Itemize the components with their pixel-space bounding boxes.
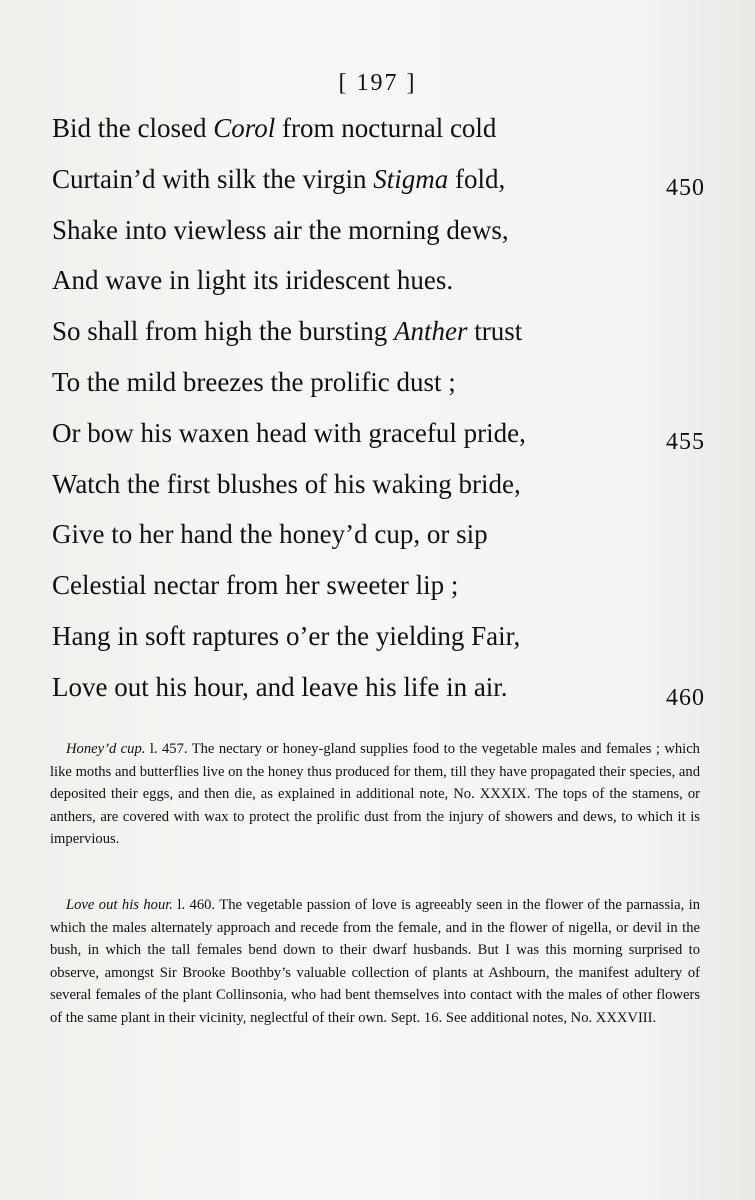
verse-line: So shall from high the bursting Anther trust bbox=[52, 316, 523, 346]
verse-line: Give to her hand the honey’d cup, or sip bbox=[52, 519, 488, 549]
verse-line: Or bow his waxen head with graceful pride, bbox=[52, 418, 526, 448]
line-number: 455 bbox=[666, 429, 705, 455]
footnote-body: The vegetable passion of love is agreeably seen in the flower of the parnassia, in which the males alternately approach and recede from the female, and in the flower of nigella, or devil in the bush, in which the tall females bend down to their dwarf husbands. But I was this morning surprised to observe, amongst Sir Brooke Boothby’s valuable collection of plants at Ashbourn, the manifest adultery of several females of the plant Collinsonia, who had bent themselves into contact with the males of other flowers of the same plant in their vicinity, neglectful of their own. Sept. 16. See additional notes, No. XXXVIII. bbox=[50, 897, 701, 1026]
footnote-line-ref: l. 460. bbox=[172, 897, 216, 913]
verse-line: And wave in light its iridescent hues. bbox=[52, 265, 454, 295]
line-number: 460 bbox=[666, 685, 705, 711]
verse-line: Shake into viewless air the morning dews, bbox=[52, 215, 509, 245]
footnote-honeyd-cup bbox=[50, 738, 700, 851]
verse-line: Curtain’d with silk the virgin Stigma fold, bbox=[52, 164, 506, 194]
botanical-term: Anther bbox=[393, 316, 468, 346]
verse-line: Bid the closed Corol from nocturnal cold bbox=[52, 113, 497, 143]
verse-line: Watch the first blushes of his waking bride, bbox=[52, 469, 521, 499]
line-number: 450 bbox=[666, 175, 705, 201]
verse-line: Celestial nectar from her sweeter lip ; bbox=[52, 570, 459, 600]
verse-line: To the mild breezes the prolific dust ; bbox=[52, 367, 456, 397]
verse-line: Love out his hour, and leave his life in air. bbox=[52, 672, 508, 702]
footnote-lemma: Love out his hour. bbox=[66, 897, 173, 913]
botanical-term: Corol bbox=[213, 113, 276, 143]
footnote-body: The nectary or honey-gland supplies food to the vegetable males and females ; which like moths and butterflies live on the honey thus produced for them, till they have propagated their species, and deposited their eggs, and then die, as explained in additional note, No. XXXIX. The tops of the stamens, or anthers, are covered with wax to protect the prolific dust from the injury of showers and dews, to which it is impervious. bbox=[50, 741, 700, 847]
page-number: [ 197 ] bbox=[338, 70, 417, 96]
footnote-lemma: Honey’d cup. bbox=[66, 741, 146, 757]
botanical-term: Stigma bbox=[373, 164, 449, 194]
footnote-love-out-his-hour bbox=[50, 894, 700, 1029]
footnote-line-ref: l. 457. bbox=[145, 741, 188, 757]
verse-line: Hang in soft raptures o’er the yielding Fair, bbox=[52, 621, 521, 651]
